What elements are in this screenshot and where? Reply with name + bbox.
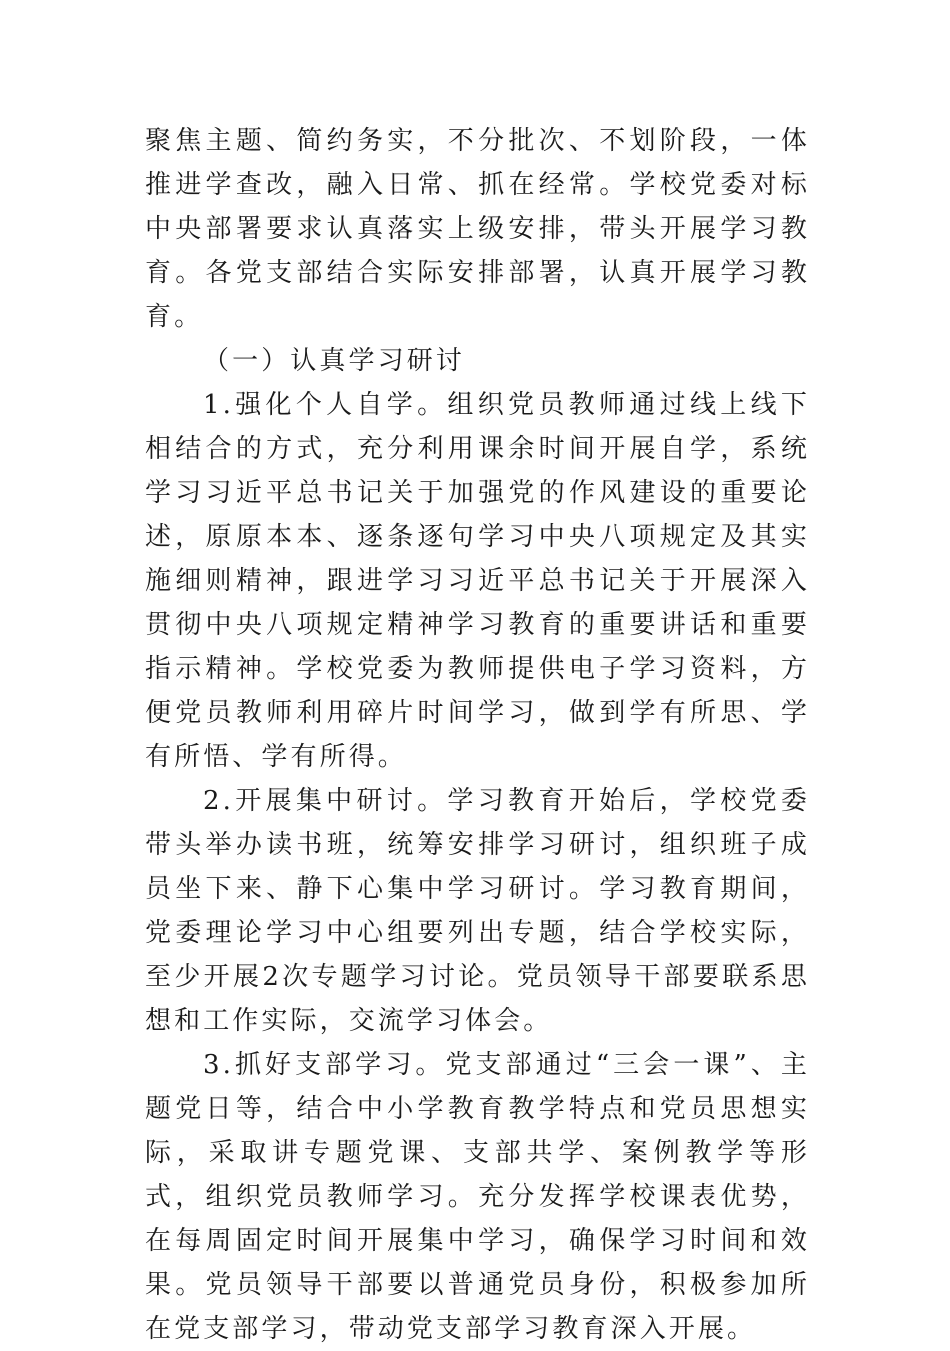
paragraph-item-1: 1.强化个人自学。组织党员教师通过线上线下相结合的方式，充分利用课余时间开展自学，系统学习习近平总书记关于加强党的作风建设的重要论述，原原本本、逐条逐句学习中央八项规定及其实施细则精神，跟进学习习近平总书记关于开展深入贯彻中央八项规定精神学习教育的重要讲话和重要指示精神。学校党委为教师提供电子学习资料，方便党员教师利用碎片时间学习，做到学有所思、学有所悟、学有所得。	[145, 390, 810, 772]
paragraph-item-3: 3.抓好支部学习。党支部通过“三会一课”、主题党日等，结合中小学教育教学特点和党员思想实际，采取讲专题党课、支部共学、案例教学等形式，组织党员教师学习。充分发挥学校课表优势，在每周固定时间开展集中学习，确保学习时间和效果。党员领导干部要以普通党员身份，积极参加所在党支部学习，带动党支部学习教育深入开展。	[145, 1050, 810, 1344]
section-heading: （一）认真学习研讨	[203, 346, 465, 376]
paragraph-intro: 聚焦主题、简约务实，不分批次、不划阶段，一体推进学查改，融入日常、抓在经常。学校党委对标中央部署要求认真落实上级安排，带头开展学习教育。各党支部结合实际安排部署，认真开展学习教育。	[145, 126, 810, 332]
paragraph-item-2: 2.开展集中研讨。学习教育开始后，学校党委带头举办读书班，统筹安排学习研讨，组织班子成员坐下来、静下心集中学习研讨。学习教育期间，党委理论学习中心组要列出专题，结合学校实际，至少开展2次专题学习讨论。党员领导干部要联系思想和工作实际，交流学习体会。	[145, 786, 810, 1036]
document-body	[145, 119, 810, 1351]
